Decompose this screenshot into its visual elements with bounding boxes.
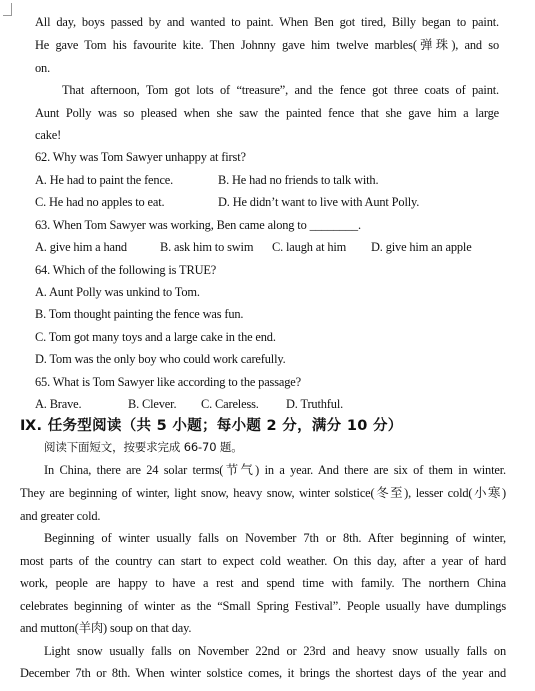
question-62-option-d: D. He didn’t want to live with Aunt Polly.	[218, 195, 420, 209]
passage-line: most parts of the country can start to expect cold weather. On this day, after a year of hard	[20, 554, 506, 568]
passage-line: and mutton(羊肉) soup on that day.	[20, 621, 192, 635]
question-64-option-a: A. Aunt Polly was unkind to Tom.	[35, 285, 200, 299]
passage-line: Beginning of winter usually falls on November 7th or 8th. After beginning of winter,	[44, 531, 506, 545]
question-63-stem: 63. When Tom Sawyer was working, Ben came along to ________.	[35, 218, 361, 232]
story-line: All day, boys passed by and wanted to paint. When Ben got tired, Billy began to paint.	[35, 15, 499, 29]
passage-line: In China, there are 24 solar terms(节气) in a year. And there are six of them in winter.	[44, 463, 506, 477]
question-62-option-c: C. He had no apples to eat.	[35, 195, 165, 209]
question-63-option-d: D. give him an apple	[371, 240, 472, 254]
question-62-option-b: B. He had no friends to talk with.	[218, 173, 379, 187]
passage-line: They are beginning of winter, light snow, heavy snow, winter solstice(冬至), lesser cold(小寒)	[20, 486, 506, 500]
passage-line: and greater cold.	[20, 509, 101, 523]
question-64-option-c: C. Tom got many toys and a large cake in the end.	[35, 330, 276, 344]
passage-line: December 7th or 8th. When winter solstice comes, it brings the shortest days of the year and	[20, 666, 506, 680]
question-65-option-c: C. Careless.	[201, 397, 259, 411]
question-65-option-b: B. Clever.	[128, 397, 177, 411]
section-heading: Ⅸ. 任务型阅读（共 5 小题；每小题 2 分，满分 10 分）	[20, 418, 403, 434]
question-64-option-d: D. Tom was the only boy who could work carefully.	[35, 352, 286, 366]
question-64-stem: 64. Which of the following is TRUE?	[35, 263, 217, 277]
question-63-option-b: B. ask him to swim	[160, 240, 254, 254]
story-line: on.	[35, 61, 51, 75]
question-63-option-a: A. give him a hand	[35, 240, 127, 254]
question-65-stem: 65. What is Tom Sawyer like according to the passage?	[35, 375, 301, 389]
story-line: cake!	[35, 128, 62, 142]
question-62-option-a: A. He had to paint the fence.	[35, 173, 174, 187]
question-64-option-b: B. Tom thought painting the fence was fun.	[35, 307, 244, 321]
passage-line: Light snow usually falls on November 22nd or 23rd and heavy snow usually falls on	[44, 644, 506, 658]
story-line: That afternoon, Tom got lots of “treasure”, and the fence got three coats of paint.	[62, 83, 499, 97]
section-instruction: 阅读下面短文，按要求完成 66-70 题。	[44, 440, 243, 454]
passage-line: work, people are happy to have a rest and spend time with family. The northern China	[20, 576, 506, 590]
story-line: He gave Tom his favourite kite. Then Johnny gave him twelve marbles(弹珠), and so	[35, 38, 499, 52]
question-65-option-a: A. Brave.	[35, 397, 82, 411]
story-line: Aunt Polly was so pleased when she saw the painted fence that she gave him a large	[35, 106, 499, 120]
passage-line: celebrates beginning of winter as the “Small Spring Festival”. People usually have dumplings	[20, 599, 506, 613]
question-62-stem: 62. Why was Tom Sawyer unhappy at first?	[35, 150, 246, 164]
page-corner-mark	[3, 3, 12, 16]
question-63-option-c: C. laugh at him	[272, 240, 347, 254]
question-65-option-d: D. Truthful.	[286, 397, 344, 411]
